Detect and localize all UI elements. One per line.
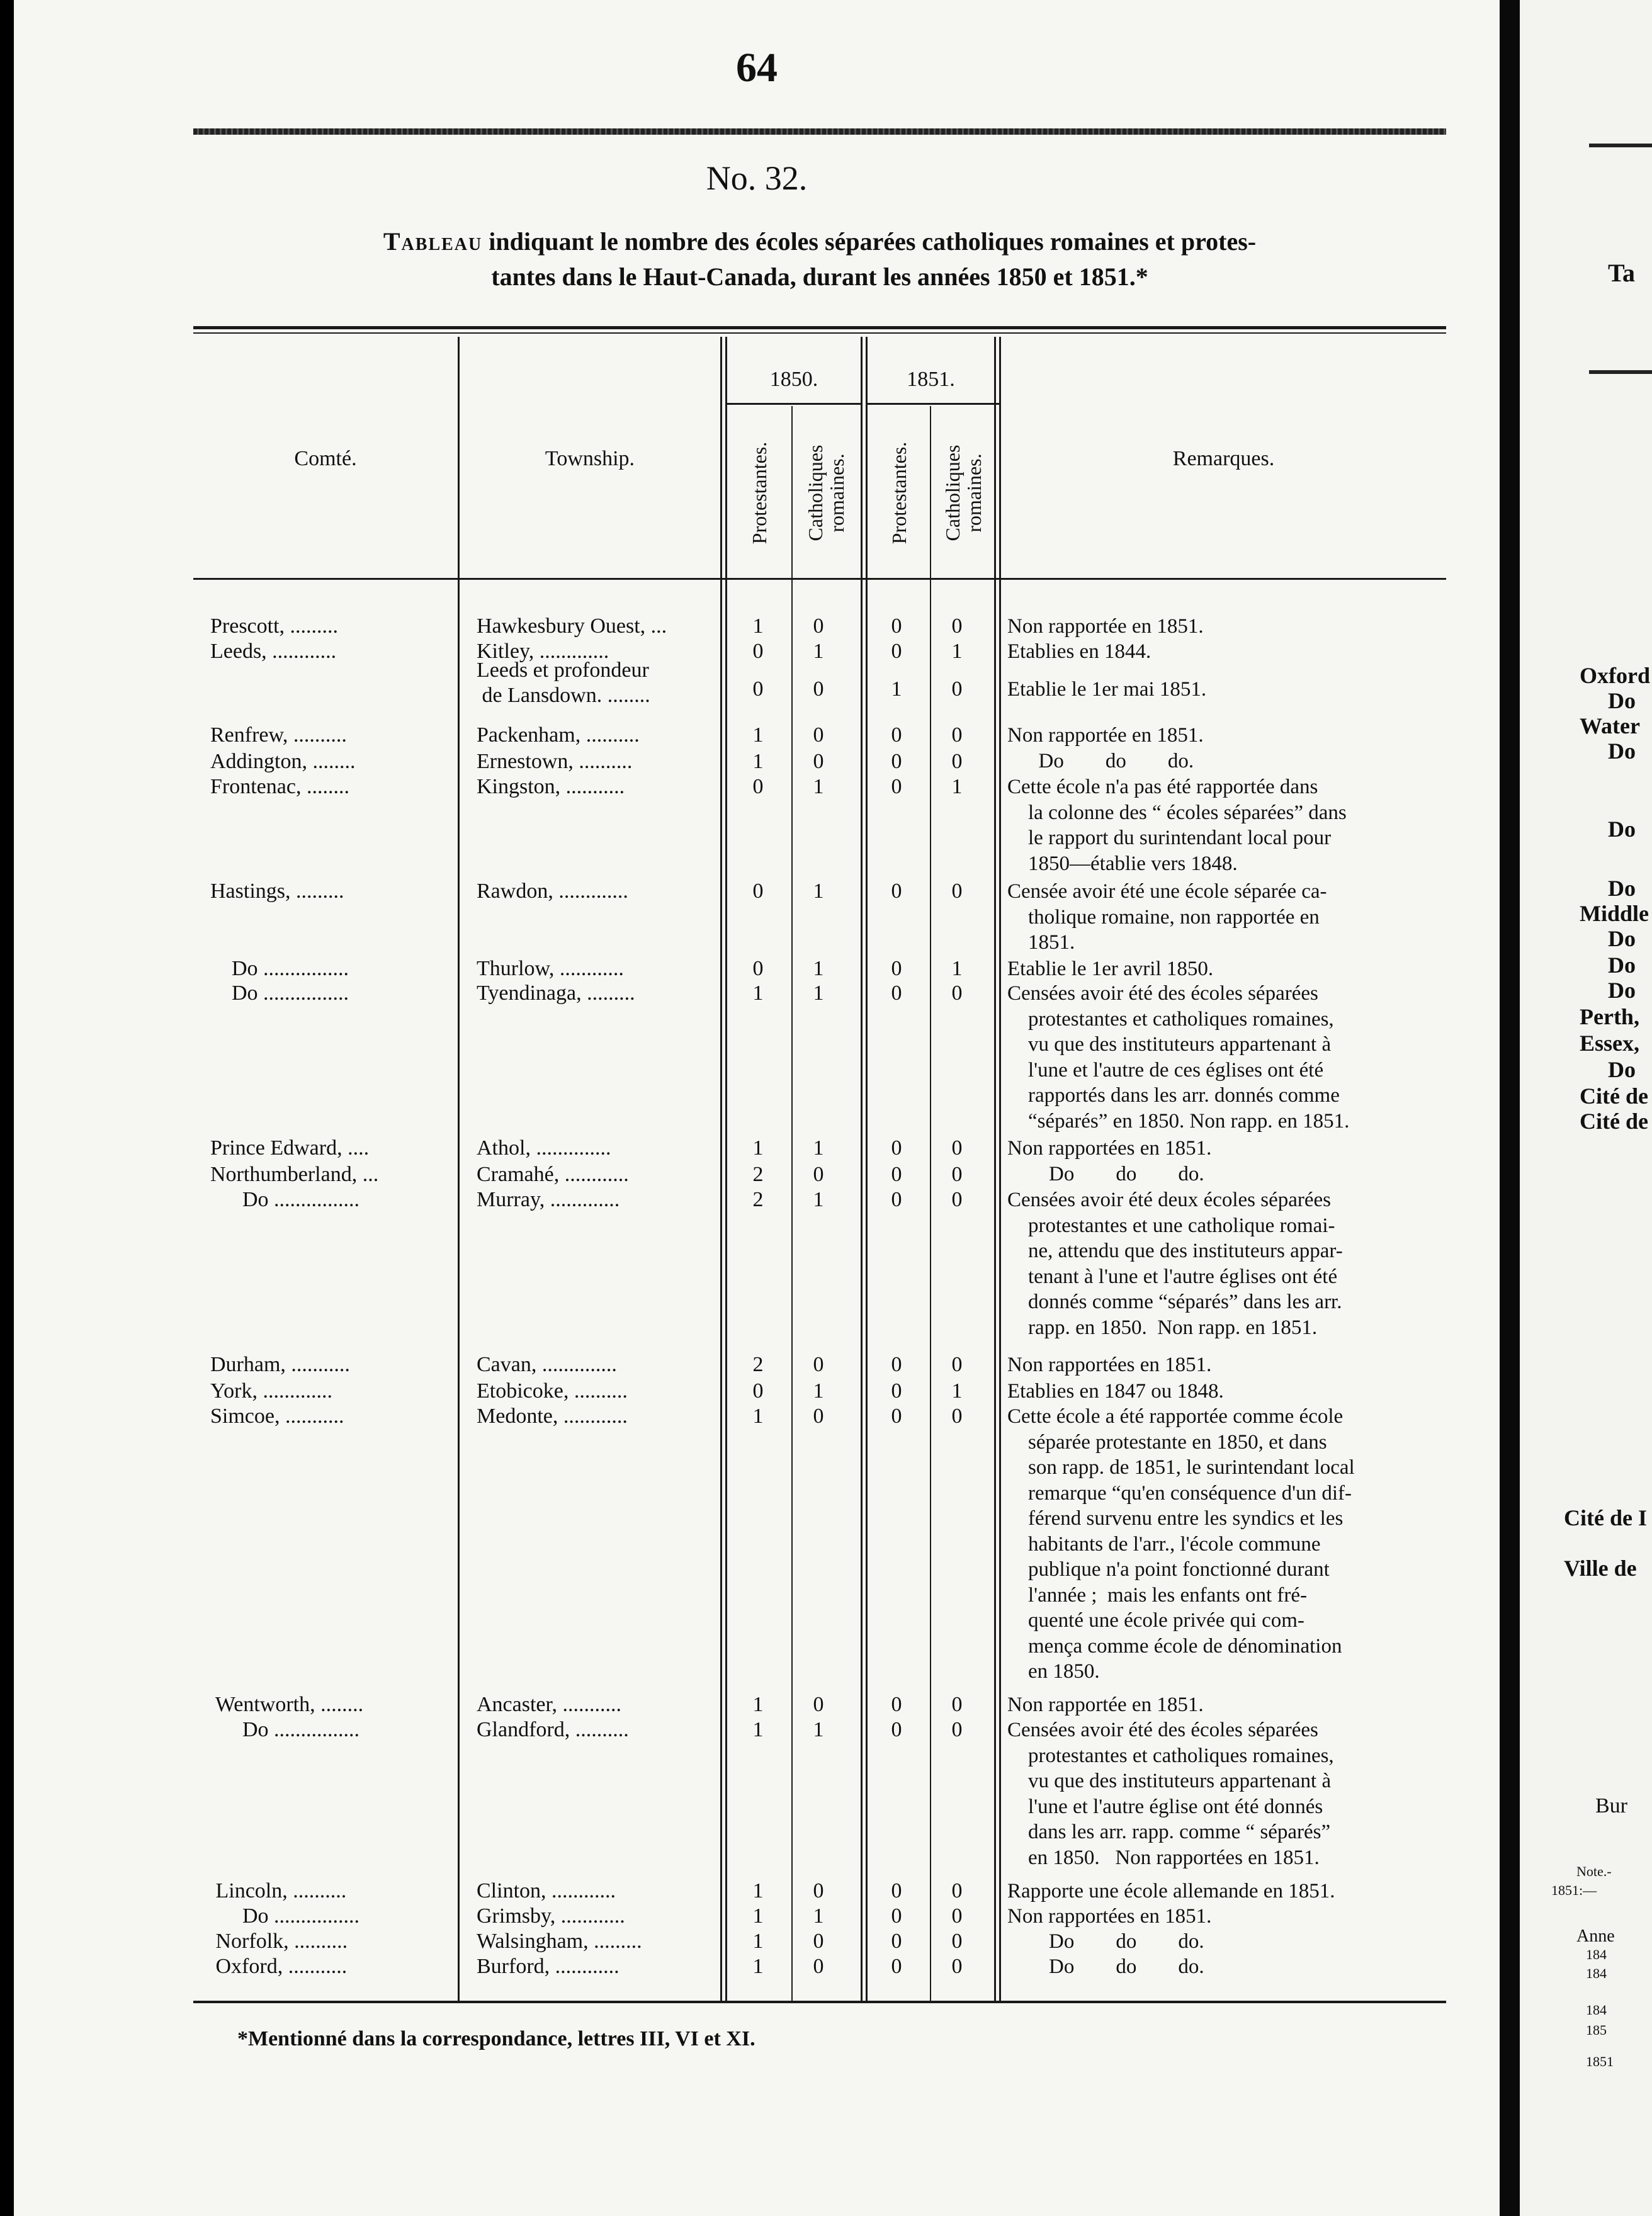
count-cell-p51: 0 [891,879,902,903]
adjacent-line: Perth, [1580,1004,1639,1029]
comte-cell: Do ................ [210,1904,360,1928]
count-cell-p51: 0 [891,723,902,747]
count-cell-c50: 1 [813,957,824,980]
adjacent-line: 1851 [1586,2054,1614,2069]
count-cell-p50: 2 [752,1353,764,1376]
header-catholiques-1851 [942,430,985,556]
col-rule-3 [791,406,793,2002]
count-cell-c51: 0 [951,1879,963,1902]
count-cell-p51: 0 [891,1930,902,1953]
comte-cell: Do ................ [210,957,349,980]
count-cell-p50: 0 [752,677,764,701]
count-cell-p51: 0 [891,981,902,1005]
count-cell-c50: 1 [813,981,824,1005]
township-cell: Hawkesbury Ouest, ... [477,614,667,638]
header-catholiques-1851-l1: Catholiques [941,444,964,541]
count-cell-p51: 0 [891,1353,902,1376]
count-cell-c50: 0 [813,1955,824,1978]
header-comte: Comté. [294,447,357,470]
count-cell-p51: 0 [891,614,902,638]
count-cell-p50: 0 [752,879,764,903]
count-cell-c51: 0 [951,1930,963,1953]
adjacent-line: 184 [1586,1947,1607,1962]
adjacent-line: Do [1608,1057,1636,1082]
col-rule-1 [458,337,460,2002]
adjacent-line: Oxford [1580,663,1650,688]
remark-cell: Non rapportée en 1851. [1007,615,1204,638]
comte-cell: Norfolk, .......... [210,1930,348,1953]
header-catholiques-1850 [805,430,847,556]
page-number: 64 [736,45,778,91]
col-rule-2 [720,337,722,2002]
col-rule-2b [725,337,727,2002]
remark-cell: Cette école n'a pas été rapportée dans la colonne des “ écoles séparées” dans le rapport du surintendant local pour 1850—établie vers 1848. [1007,776,1347,875]
count-cell-c50: 0 [813,1693,824,1716]
header-remarques: Remarques. [1172,447,1275,470]
table-top-rule-thin [193,332,1446,334]
township-cell: Leeds et profondeur de Lansdown. ........ [477,659,650,707]
count-cell-c50: 1 [813,1136,824,1160]
count-cell-p51: 0 [891,1718,902,1741]
count-cell-p50: 1 [752,1904,764,1928]
table-bottom-rule [193,2001,1446,2003]
title-lead: Tableau [383,227,483,256]
township-cell: Burford, ............ [477,1955,620,1978]
count-cell-c51: 1 [951,1379,963,1403]
count-cell-p50: 1 [752,1405,764,1428]
township-cell: Murray, ............. [477,1188,620,1211]
col-rule-4 [861,337,863,2002]
count-cell-c50: 0 [813,677,824,701]
adjacent-line: Cité de [1580,1109,1648,1134]
adjacent-line: Water [1580,713,1640,738]
adjacent-line: Do [1608,978,1636,1003]
count-cell-c51: 0 [951,750,963,773]
header-catholiques-1850-l2: romaines. [825,453,848,533]
remark-cell: Do do do. [1007,1930,1204,1953]
count-cell-c51: 0 [951,723,963,747]
township-cell: Glandford, .......... [477,1718,629,1741]
count-cell-p50: 0 [752,1379,764,1403]
count-cell-p50: 0 [752,640,764,663]
comte-cell: Prescott, ......... [210,614,339,638]
comte-cell: Durham, ........... [210,1353,350,1376]
col-rule-4b [866,337,868,2002]
count-cell-p51: 0 [891,1879,902,1902]
remark-cell: Non rapportées en 1851. [1007,1905,1212,1928]
count-cell-p51: 0 [891,775,902,798]
count-cell-c50: 0 [813,1879,824,1902]
township-cell: Kitley, ............. [477,640,609,663]
count-cell-p50: 1 [752,614,764,638]
col-rule-6b [999,337,1001,2002]
count-cell-c50: 0 [813,1353,824,1376]
header-township: Township. [545,447,635,470]
adjacent-line: Do [1608,817,1636,842]
count-cell-p50: 1 [752,981,764,1005]
remark-cell: Censées avoir été des écoles séparées protestantes et catholiques romaines, vu que des instituteurs appartenant à l'une et l'autre église ont été donnés dans les arr. rapp. comme “ séparés” en 1850. Non rapportées en 1851. [1007,1719,1334,1869]
header-bottom-rule [193,578,1446,580]
adjacent-line: Do [1608,953,1636,978]
count-cell-p50: 1 [752,1693,764,1716]
header-1851: 1851. [907,368,955,391]
adjacent-title-fragment: Ta [1608,259,1636,287]
comte-cell: Lincoln, .......... [210,1879,347,1902]
count-cell-p51: 0 [891,1693,902,1716]
adjacent-line: Middle [1580,901,1649,926]
adjacent-line: 1851:— [1551,1882,1597,1898]
count-cell-c50: 1 [813,1904,824,1928]
count-cell-c50: 1 [813,640,824,663]
count-cell-c51: 0 [951,879,963,903]
count-cell-c51: 0 [951,1188,963,1211]
count-cell-c51: 1 [951,775,963,798]
count-cell-c51: 1 [951,957,963,980]
top-rule [193,128,1446,135]
header-catholiques-1850-l1: Catholiques [804,444,827,541]
remark-cell: Non rapportée en 1851. [1007,1693,1204,1716]
count-cell-c51: 0 [951,1353,963,1376]
count-cell-c50: 1 [813,775,824,798]
adjacent-line: Do [1608,876,1636,901]
adjacent-line: Anne [1576,1926,1615,1946]
comte-cell: York, ............. [210,1379,332,1403]
count-cell-c50: 1 [813,1379,824,1403]
count-cell-c50: 0 [813,750,824,773]
adjacent-rule [1589,144,1652,147]
adjacent-line: Cité de I [1564,1505,1647,1530]
adjacent-line: Do [1608,926,1636,951]
count-cell-c51: 0 [951,614,963,638]
township-cell: Walsingham, ......... [477,1930,642,1953]
count-cell-p50: 1 [752,1930,764,1953]
adjacent-line: Bur [1595,1794,1627,1817]
adjacent-line: Essex, [1580,1031,1640,1056]
count-cell-c51: 0 [951,1405,963,1428]
township-cell: Cavan, .............. [477,1353,617,1376]
document-page [14,0,1500,2216]
header-protestantes-1850: Protestantes. [748,441,771,545]
adjacent-line: Do [1608,738,1636,764]
count-cell-c50: 0 [813,1405,824,1428]
comte-cell: Simcoe, ........... [210,1405,344,1428]
adjacent-line: 185 [1586,2022,1607,2038]
adjacent-line: Note.- [1576,1863,1612,1879]
township-cell: Cramahé, ............ [477,1163,629,1186]
remark-cell: Censées avoir été des écoles séparées protestantes et catholiques romaines, vu que des instituteurs appartenant à l'une et l'autre de ces églises ont été rapportés dans les arr. donnés comme “séparés” en 1850. Non rapp. en 1851. [1007,982,1350,1133]
count-cell-p50: 2 [752,1163,764,1186]
adjacent-page [1520,0,1652,2216]
title-line2: tantes dans le Haut-Canada, durant les années 1850 et 1851.* [491,263,1148,291]
count-cell-c50: 0 [813,614,824,638]
count-cell-c51: 0 [951,1718,963,1741]
header-1850: 1850. [769,368,818,391]
count-cell-p51: 0 [891,957,902,980]
page-gutter [1500,0,1520,2216]
count-cell-p50: 1 [752,1136,764,1160]
comte-cell: Do ................ [210,981,349,1005]
township-cell: Packenham, .......... [477,723,640,747]
township-cell: Ernestown, .......... [477,750,633,773]
count-cell-c50: 1 [813,1718,824,1741]
comte-cell: Leeds, ............ [210,640,337,663]
count-cell-c51: 0 [951,1136,963,1160]
col-rule-5 [930,406,931,2002]
adjacent-rule-2 [1589,370,1652,374]
remark-cell: Etablie le 1er avril 1850. [1007,958,1214,980]
count-cell-p50: 1 [752,1879,764,1902]
count-cell-c51: 0 [951,981,963,1005]
count-cell-p51: 0 [891,750,902,773]
comte-cell: Northumberland, ... [210,1163,379,1186]
township-cell: Grimsby, ............ [477,1904,625,1928]
count-cell-c51: 0 [951,1693,963,1716]
count-cell-p50: 1 [752,1718,764,1741]
count-cell-p51: 0 [891,1136,902,1160]
township-cell: Medonte, ............ [477,1405,628,1428]
adjacent-line: Do [1608,688,1636,713]
count-cell-c50: 0 [813,1930,824,1953]
title-line1: indiquant le nombre des écoles séparées catholiques romaines et protes- [489,227,1257,256]
comte-cell: Addington, ........ [210,750,356,773]
township-cell: Clinton, ............ [477,1879,616,1902]
year1-underline [725,403,861,405]
remark-cell: Etablies en 1847 ou 1848. [1007,1380,1224,1403]
comte-cell: Do ................ [210,1188,360,1211]
count-cell-p51: 0 [891,640,902,663]
count-cell-p50: 1 [752,723,764,747]
adjacent-line: Ville de [1564,1556,1637,1581]
remark-cell: Non rapportées en 1851. [1007,1354,1212,1376]
count-cell-p51: 0 [891,1379,902,1403]
adjacent-line: 184 [1586,1965,1607,1981]
count-cell-p51: 1 [891,677,902,701]
count-cell-c50: 1 [813,879,824,903]
year2-underline [867,403,999,405]
remark-cell: Cette école a été rapportée comme école séparée protestante en 1850, et dans son rapp. de 1851, le surintendant local remarque “qu'en conséquence d'un dif- férend survenu entre les syndics et les habitants de l'arr., l'école commune publique n'a point fonctionné durant l'année ; mais les enfants ont fré- quenté une école privée qui com- mença comme école de dénomination en 1850. [1007,1405,1355,1683]
adjacent-line: 184 [1586,2002,1607,2018]
count-cell-c50: 1 [813,1188,824,1211]
comte-cell: Prince Edward, .... [210,1136,370,1160]
township-cell: Athol, .............. [477,1136,611,1160]
comte-cell: Renfrew, .......... [210,723,347,747]
footnote: *Mentionné dans la correspondance, lettres III, VI et XI. [237,2027,755,2050]
count-cell-c50: 0 [813,723,824,747]
remark-cell: Censée avoir été une école séparée ca- tholique romaine, non rapportée en 1851. [1007,880,1327,954]
count-cell-c51: 1 [951,640,963,663]
remark-cell: Etablies en 1844. [1007,640,1151,663]
count-cell-p50: 1 [752,1955,764,1978]
township-cell: Ancaster, ........... [477,1693,621,1716]
count-cell-c51: 0 [951,1163,963,1186]
township-cell: Thurlow, ............ [477,957,624,980]
count-cell-p50: 2 [752,1188,764,1211]
table-top-rule [193,326,1446,329]
adjacent-line: Cité de [1580,1083,1648,1109]
header-catholiques-1851-l2: romaines. [963,453,985,533]
count-cell-p51: 0 [891,1904,902,1928]
remark-cell: Etablie le 1er mai 1851. [1007,678,1207,701]
count-cell-c51: 0 [951,1904,963,1928]
count-cell-p50: 1 [752,750,764,773]
count-cell-c51: 0 [951,1955,963,1978]
count-cell-p51: 0 [891,1955,902,1978]
township-cell: Rawdon, ............. [477,879,628,903]
col-rule-6 [994,337,996,2002]
township-cell: Kingston, ........... [477,775,625,798]
count-cell-p50: 0 [752,775,764,798]
remark-cell: Non rapportées en 1851. Do do do. [1007,1137,1212,1185]
remark-cell: Non rapportée en 1851. Do do do. [1007,724,1204,772]
remark-cell: Rapporte une école allemande en 1851. [1007,1880,1335,1902]
comte-cell: Hastings, ......... [210,879,344,903]
count-cell-p51: 0 [891,1163,902,1186]
township-cell: Tyendinaga, ......... [477,981,635,1005]
table-number: No. 32. [706,159,808,197]
table-title [193,224,1446,295]
remark-cell: Censées avoir été deux écoles séparées protestantes et une catholique romai- ne, attendu que des instituteurs appar- tenant à l'une et l'autre églises ont été donnés comme “séparés” dans les arr. rapp. en 1850. Non rapp. en 1851. [1007,1189,1343,1339]
comte-cell: Wentworth, ........ [210,1693,364,1716]
comte-cell: Do ................ [210,1718,360,1741]
count-cell-p51: 0 [891,1405,902,1428]
remark-cell: Do do do. [1007,1955,1204,1978]
comte-cell: Frontenac, ........ [210,775,349,798]
header-protestantes-1851: Protestantes. [888,441,910,545]
count-cell-p50: 0 [752,957,764,980]
count-cell-c50: 0 [813,1163,824,1186]
count-cell-c51: 0 [951,677,963,701]
comte-cell: Oxford, ........... [210,1955,348,1978]
township-cell: Etobicoke, .......... [477,1379,628,1403]
count-cell-p51: 0 [891,1188,902,1211]
